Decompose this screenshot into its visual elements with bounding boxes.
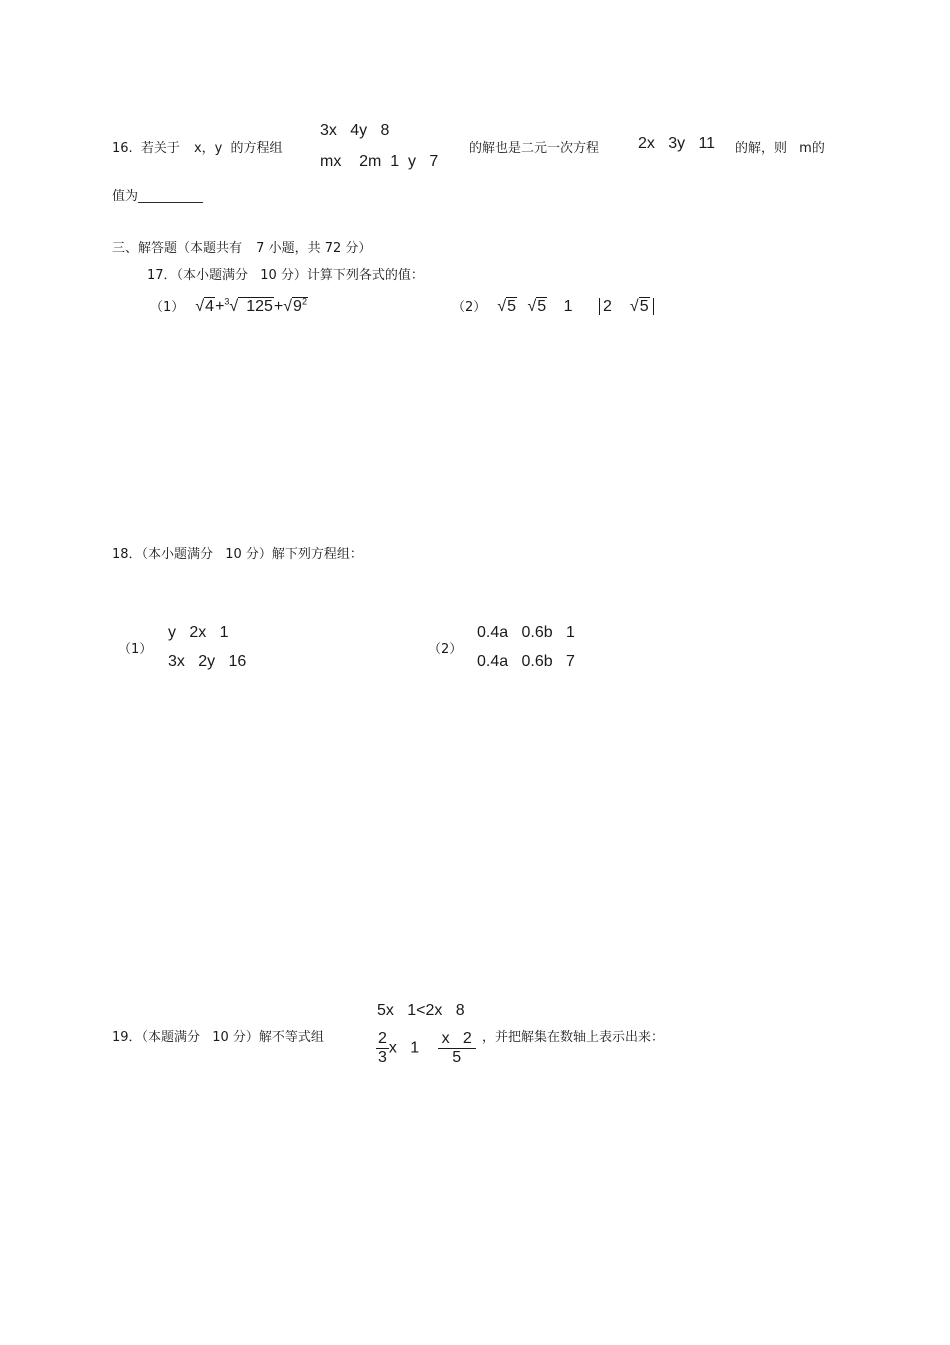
radical-sign-icon: √ [527,298,537,315]
radical-sign-icon: √ [195,298,205,315]
section-3-heading [112,237,371,256]
q18-p2-eq2: 0.4a 0.6b 7 [477,653,575,670]
q19-frac2-den: 5 [452,1049,462,1066]
radical-sign-icon: √ [229,298,239,315]
q16-var-m: m [799,141,812,156]
q19-frac2-num: x 2 [438,1030,476,1049]
q17-p2-one: 1 [563,298,573,315]
q16-eq3: 2x 3y 11 [638,135,716,152]
q16-line2 [112,185,203,204]
q17-p1-label: （1） [150,300,185,315]
q17-p1-plus-1: + [215,298,225,315]
q16-value-label: 值为 [112,189,139,204]
q17-p1-expression [195,298,308,315]
q16-text-d [735,137,825,156]
q17-p1-plus-2: + [273,298,284,315]
q18-p2-label: （2） [428,642,463,657]
q17-p1-radicand-3 [292,297,308,315]
q16-text-d-a: 的解，则 [735,141,788,156]
q16-eq2: mx 2m 1 y 7 [320,153,439,170]
q19-score: 10 [212,1030,229,1045]
radical-sign-icon: √ [283,298,293,315]
q19-fraction-2-3 [376,1030,389,1067]
q16-number: 16. [112,141,133,156]
q18-title-a: 18．（本小题满分 [112,547,214,562]
q16-text-b: 的方程组 [230,141,283,156]
q17-title-a: 17．（本小题满分 [147,268,249,283]
answer-blank: __________ [138,189,204,204]
q19-frac1-num: 2 [378,1030,387,1047]
q18-p2-eq1: 0.4a 0.6b 1 [477,624,575,641]
q16-text-a: 若关于 [140,141,180,156]
q18-p1-eq1: y 2x 1 [168,624,229,641]
q18-title-b: 分）解下列方程组： [245,547,363,562]
q17-p2-label: （2） [452,300,487,315]
q19-title-b: 分）解不等式组 [232,1030,324,1045]
q17-score: 10 [260,268,277,283]
q19-title [112,1026,324,1045]
section-3-points: 72 [324,241,342,256]
q17-p2-radicand-1: 5 [507,298,517,315]
q17-p2-absolute-value [599,298,654,315]
section-3-text-b: 小题，共 [268,241,321,256]
q17-p1-base: 9 [293,298,302,315]
q17-p1-root-index: 3 [224,296,230,307]
section-3-text-c: 分） [345,241,372,256]
q17-part1 [150,296,308,316]
q16-line1 [112,137,283,156]
q17-p1-radicand-1: 4 [205,298,215,315]
q17-p2-two: 2 [603,298,612,315]
section-3-count: 7 [256,241,265,256]
q17-title-b: 分）计算下列各式的值： [280,268,424,283]
q18-p1-eq2: 3x 2y 16 [168,653,247,670]
q17-p1-exponent: 2 [301,296,307,307]
q17-part2 [452,296,654,316]
q19-title-a: 19．（本题满分 [112,1030,201,1045]
q18-score: 10 [225,547,242,562]
q19-fraction-x2-5 [438,1030,476,1067]
q18-p1-label: （1） [118,642,153,657]
q17-p1-radicand-2: 125 [238,297,274,315]
q19-mid: x 1 [388,1039,420,1057]
q17-title [147,264,424,283]
q18-title [112,543,363,562]
q16-vars: x，y [193,141,223,156]
q19-ineq1: 5x 1<2x 8 [377,1002,465,1019]
q16-text-e: 的 [811,141,825,156]
radical-sign-icon: √ [629,298,639,315]
q17-p2-expression [497,298,653,315]
q17-p2-radicand-3: 5 [639,298,649,315]
section-3-title: 三、解答题（本题共有 [112,241,243,256]
q19-frac1-den: 3 [378,1049,387,1066]
q16-text-c: 的解也是二元一次方程 [469,141,600,156]
q16-eq1: 3x 4y 8 [320,122,390,139]
radical-sign-icon: √ [497,298,507,315]
q19-tail: ，并把解集在数轴上表示出来： [482,1030,665,1045]
q19-ineq2 [376,1030,476,1067]
q17-p2-radicand-2: 5 [537,298,547,315]
